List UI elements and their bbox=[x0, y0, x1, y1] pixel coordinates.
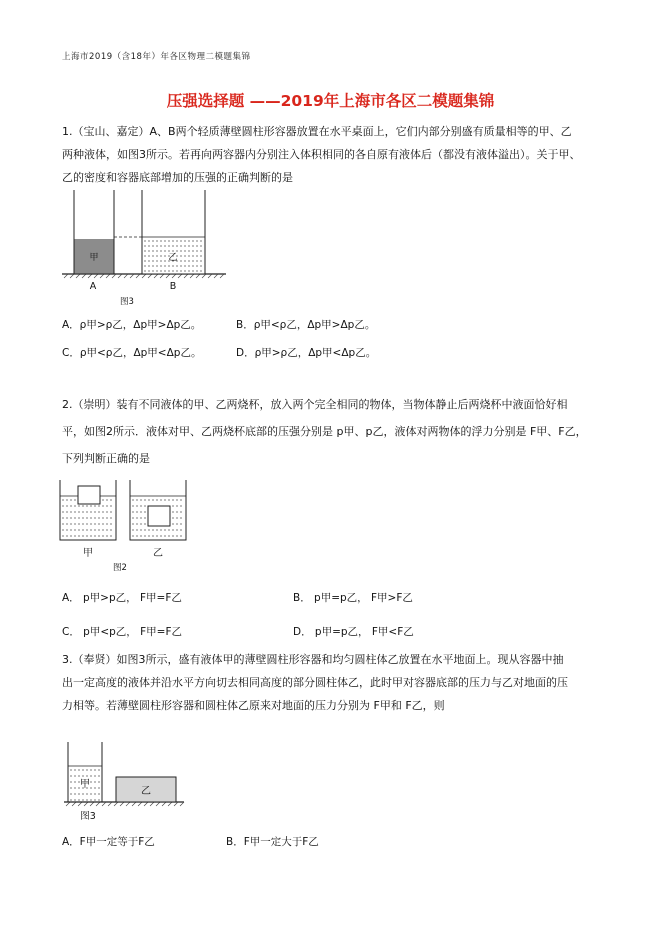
q3-liquid-jia-label: 甲 bbox=[80, 779, 90, 790]
q2-option-a: A． p甲>p乙， F甲=F乙 bbox=[62, 592, 182, 604]
q2-label-jia: 甲 bbox=[83, 548, 93, 559]
q2-object-yi bbox=[148, 506, 170, 526]
q3-figure-caption: 图3 bbox=[80, 811, 96, 822]
q1-option-c: C．ρ甲<ρ乙，Δp甲<Δp乙。 bbox=[62, 347, 202, 359]
q3-line-3: 力相等。若薄壁圆柱形容器和圆柱体乙原来对地面的压力分别为 F甲和 F乙，则 bbox=[62, 699, 445, 712]
q1-figure-caption: 图3 bbox=[120, 297, 134, 307]
page-title: 压强选择题 ——2019年上海市各区二模题集锦 bbox=[166, 92, 495, 110]
question-3-text bbox=[62, 648, 622, 717]
q1-liquid-jia-label: 甲 bbox=[89, 253, 99, 263]
q1-figure bbox=[60, 188, 240, 310]
q3-container bbox=[68, 742, 102, 802]
q1-line-3: 乙的密度和容器底部增加的压强的正确判断的是 bbox=[62, 171, 293, 184]
q1-option-d: D．ρ甲>ρ乙，Δp甲<Δp乙。 bbox=[236, 347, 377, 359]
q2-object-jia bbox=[78, 486, 100, 504]
q1-label-b: B bbox=[169, 281, 177, 292]
q1-label-a: A bbox=[89, 281, 97, 292]
q3-line-2: 出一定高度的液体并沿水平方向切去相同高度的部分圆柱体乙，此时甲对容器底部的压力与乙对地面的压 bbox=[62, 676, 568, 689]
q2-figure bbox=[60, 478, 200, 578]
q3-solid-yi-label: 乙 bbox=[141, 786, 151, 797]
q3-line-1: 3.（奉贤）如图3所示，盛有液体甲的薄壁圆柱形容器和均匀圆柱体乙放置在水平地面上。现从容器中抽 bbox=[62, 653, 564, 666]
q1-liquid-yi-label: 乙 bbox=[168, 253, 178, 263]
q2-option-b: B． p甲=p乙， F甲>F乙 bbox=[293, 592, 413, 604]
q1-line-1: 1.（宝山、嘉定）A、B两个轻质薄壁圆柱形容器放置在水平桌面上，它们内部分别盛有质量相等的甲、乙 bbox=[62, 125, 572, 138]
q1-option-a: A．ρ甲>ρ乙，Δp甲>Δp乙。 bbox=[62, 319, 202, 331]
q2-line-2: 平，如图2所示．液体对甲、乙两烧杯底部的压强分别是 p甲、p乙，液体对两物体的浮力分别是 F甲、F乙， bbox=[62, 425, 587, 438]
q2-line-1: 2.（崇明）装有不同液体的甲、乙两烧杯，放入两个完全相同的物体，当物体静止后两烧杯中液面恰好相 bbox=[62, 398, 568, 411]
q3-option-b: B．F甲一定大于F乙 bbox=[226, 836, 319, 848]
q1-line-2: 两种液体，如图3所示。若再向两容器内分别注入体积相同的各自原有液体后（都没有液体溢出）。关于甲、 bbox=[62, 148, 581, 161]
question-1-text bbox=[62, 120, 622, 189]
q1-option-b: B．ρ甲<ρ乙，Δp甲>Δp乙。 bbox=[236, 319, 376, 331]
q1-ground bbox=[62, 274, 226, 278]
q3-ground bbox=[64, 802, 184, 806]
q3-figure bbox=[62, 740, 202, 825]
q2-label-yi: 乙 bbox=[153, 548, 163, 559]
q2-line-3: 下列判断正确的是 bbox=[62, 452, 150, 465]
q2-figure-caption: 图2 bbox=[113, 563, 127, 573]
q3-option-a: A．F甲一定等于F乙 bbox=[62, 836, 155, 848]
q2-beaker-jia bbox=[60, 480, 116, 540]
q2-option-d: D． p甲=p乙， F甲<F乙 bbox=[293, 626, 414, 638]
q2-option-c: C． p甲<p乙， F甲=F乙 bbox=[62, 626, 183, 638]
page-header: 上海市2019（含18年）年各区物理二模题集锦 bbox=[62, 52, 251, 62]
question-2-text bbox=[62, 391, 622, 472]
q2-beaker-yi bbox=[130, 480, 186, 540]
